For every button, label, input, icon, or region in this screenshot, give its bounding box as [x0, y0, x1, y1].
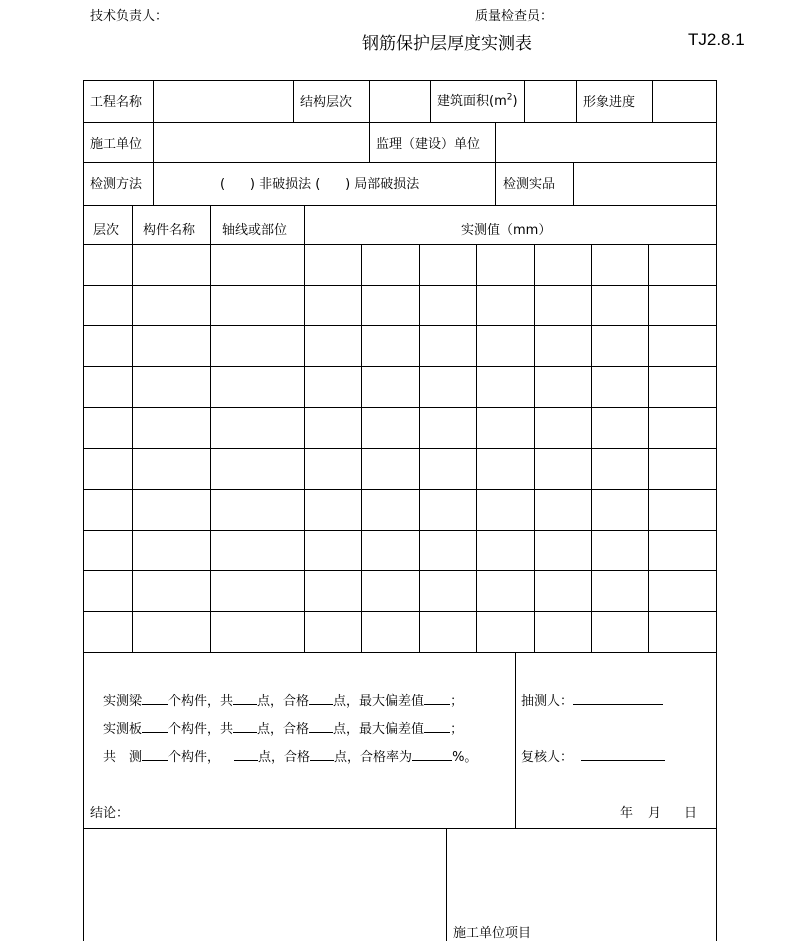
tech-lead-label: 技术负责人：	[90, 9, 169, 24]
date-month: 月	[648, 806, 662, 821]
form-title: 钢筋保护层厚度实测表	[362, 34, 532, 54]
floor-header: 层次	[93, 223, 120, 238]
construction-unit-project-label: 施工单位项目	[453, 926, 532, 941]
reviewer-label: 复核人：	[521, 746, 665, 765]
slab-summary-line: 实测板 个构件，共 点，合格 点，最大偏差值 ；	[103, 722, 464, 737]
component-name-header: 构件名称	[143, 223, 196, 238]
sampler-label: 抽测人：	[521, 690, 663, 709]
supervision-unit-label: 监理（建设）单位	[376, 137, 481, 152]
measured-value-header: 实测值（mm）	[461, 223, 552, 238]
total-summary-line: 共 测 个构件， 点，合格 点，合格率为 %。	[103, 750, 478, 765]
date-year: 年	[620, 806, 634, 821]
project-name-label: 工程名称	[90, 95, 143, 110]
test-method-label: 检测方法	[90, 177, 143, 192]
date-day: 日	[684, 806, 698, 821]
construction-unit-label: 施工单位	[90, 137, 143, 152]
building-area-label: 建筑面积$(m^2)$	[437, 92, 518, 109]
beam-summary-line: 实测梁 个构件，共 点，合格 点，最大偏差值 ；	[103, 694, 464, 709]
inspector-label: 质量检查员：	[475, 9, 554, 24]
progress-label: 形象进度	[583, 95, 636, 110]
test-method-options: ( ) 非破损法 ( ) 局部破损法	[220, 177, 420, 192]
axis-location-header: 轴线或部位	[222, 223, 288, 238]
conclusion-label: 结论：	[90, 806, 130, 821]
test-sample-label: 检测实品	[503, 177, 556, 192]
form-code: TJ2.8.1	[688, 30, 745, 49]
structure-floor-label: 结构层次	[300, 95, 353, 110]
